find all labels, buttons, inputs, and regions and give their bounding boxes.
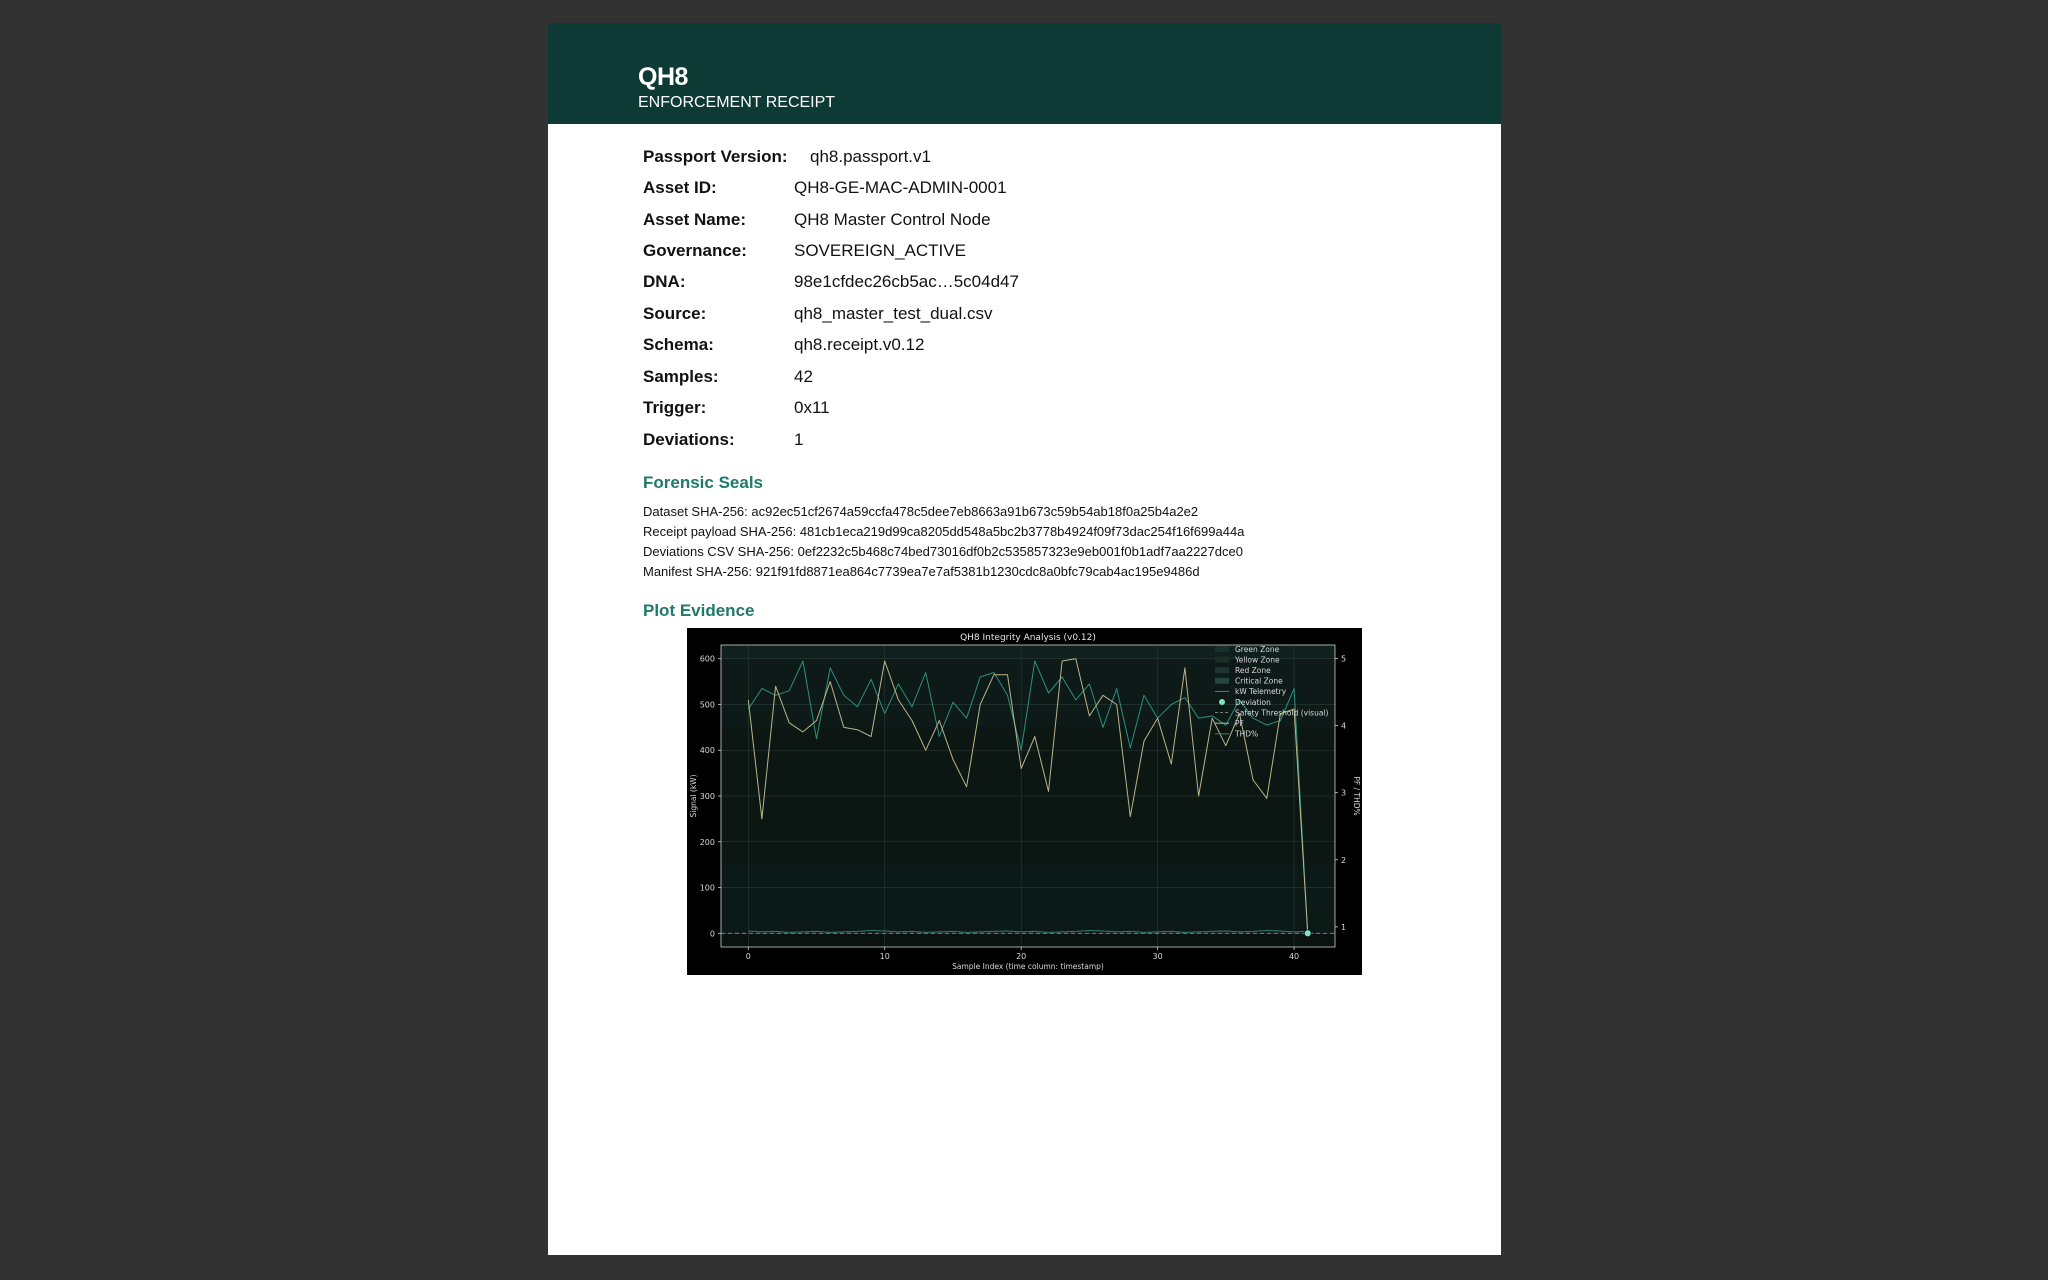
y2-tick-label: 4 <box>1341 721 1347 731</box>
field-value-samples: 42 <box>794 367 813 386</box>
field-label-deviations: Deviations: <box>643 430 735 449</box>
integrity-chart <box>687 628 1362 975</box>
x-tick-label: 40 <box>1288 952 1300 961</box>
field-label-schema: Schema: <box>643 335 714 354</box>
legend-label-green-zone: Green Zone <box>1235 644 1280 654</box>
header-banner <box>548 23 1501 124</box>
legend-label-critical-zone: Critical Zone <box>1235 676 1283 686</box>
field-value-dna: 98e1cfdec26cb5ac…5c04d47 <box>794 272 1019 291</box>
legend-swatch-green-zone <box>1215 646 1229 652</box>
seal-dataset: Dataset SHA-256: ac92ec51cf2674a59ccfa478c5dee7eb8663a91b673c59b54ab18f0a25b4a2e2 <box>643 504 1199 519</box>
y2-tick-label: 2 <box>1341 855 1347 865</box>
field-value-trigger: 0x11 <box>794 398 830 417</box>
legend-swatch-critical-zone <box>1215 678 1229 684</box>
deviation-point <box>1304 930 1311 937</box>
y-tick-label: 400 <box>699 746 715 756</box>
y-tick-label: 600 <box>699 654 715 664</box>
integrity-chart-svg <box>687 628 1362 975</box>
field-value-source: qh8_master_test_dual.csv <box>794 304 993 323</box>
field-label-passport-version: Passport Version: <box>643 147 788 166</box>
field-label-source: Source: <box>643 304 707 323</box>
field-value-schema: qh8.receipt.v0.12 <box>794 335 925 354</box>
field-label-dna: DNA: <box>643 272 686 291</box>
y-tick-label: 0 <box>709 929 715 939</box>
legend-label-thd: THD% <box>1235 729 1259 739</box>
field-label-asset-id: Asset ID: <box>643 178 717 197</box>
x-tick-label: 30 <box>1152 952 1163 961</box>
legend-swatch-yellow-zone <box>1215 657 1229 663</box>
x-tick-label: 20 <box>1016 952 1027 961</box>
seal-receipt-payload: Receipt payload SHA-256: 481cb1eca219d99ca8205dd548a5bc2b3778b4924f09f73dac254f16f699a44a <box>643 524 1245 539</box>
zone-band <box>721 865 1335 934</box>
field-label-asset-name: Asset Name: <box>643 210 746 229</box>
legend-label-yellow-zone: Yellow Zone <box>1235 655 1280 665</box>
legend-label-safety-threshold-visual: Safety Threshold (visual) <box>1235 708 1329 718</box>
receipt-subtitle: ENFORCEMENT RECEIPT <box>638 94 836 111</box>
y-tick-label: 300 <box>699 792 715 801</box>
brand-title: QH8 <box>638 63 688 91</box>
legend-swatch-deviation <box>1219 699 1225 705</box>
x-tick-label: 0 <box>745 952 751 961</box>
plot-evidence-heading: Plot Evidence <box>643 601 755 620</box>
y-axis-label: Signal (kW) <box>689 774 698 818</box>
legend-label-kw-telemetry: kW Telemetry <box>1235 687 1287 697</box>
seal-manifest: Manifest SHA-256: 921f91fd8871ea864c7739ea7e7af5381b1230cdc8a0bfc79cab4ac195e9486d <box>643 564 1200 579</box>
x-axis-label: Sample Index (time column: timestamp) <box>952 962 1104 971</box>
field-label-governance: Governance: <box>643 241 747 260</box>
x-tick-label: 10 <box>879 952 890 961</box>
y2-axis-label: PF / THD% <box>1352 776 1361 816</box>
legend-label-pf: PF <box>1235 719 1244 728</box>
field-value-deviations: 1 <box>794 430 804 449</box>
field-label-samples: Samples: <box>643 367 719 386</box>
y2-tick-label: 1 <box>1341 922 1347 932</box>
legend-label-deviation: Deviation <box>1235 697 1271 707</box>
field-value-governance: SOVEREIGN_ACTIVE <box>794 241 966 260</box>
seal-deviations-csv: Deviations CSV SHA-256: 0ef2232c5b468c74bed73016df0b2c535857323e9eb001f0b1adf7aa2227dce0 <box>643 544 1243 559</box>
legend-label-red-zone: Red Zone <box>1235 666 1271 675</box>
y2-tick-label: 3 <box>1341 788 1347 798</box>
y-tick-label: 200 <box>699 837 715 847</box>
receipt-page <box>548 23 1501 1255</box>
y-tick-label: 500 <box>699 700 715 710</box>
forensic-seals-heading: Forensic Seals <box>643 473 764 492</box>
chart-title: QH8 Integrity Analysis (v0.12) <box>960 633 1096 643</box>
field-value-asset-id: QH8-GE-MAC-ADMIN-0001 <box>794 178 1007 197</box>
y2-tick-label: 5 <box>1341 654 1347 664</box>
field-value-passport-version: qh8.passport.v1 <box>810 147 931 166</box>
y-tick-label: 100 <box>699 883 715 893</box>
legend-swatch-red-zone <box>1215 667 1229 673</box>
field-label-trigger: Trigger: <box>643 398 707 417</box>
field-value-asset-name: QH8 Master Control Node <box>794 210 991 229</box>
